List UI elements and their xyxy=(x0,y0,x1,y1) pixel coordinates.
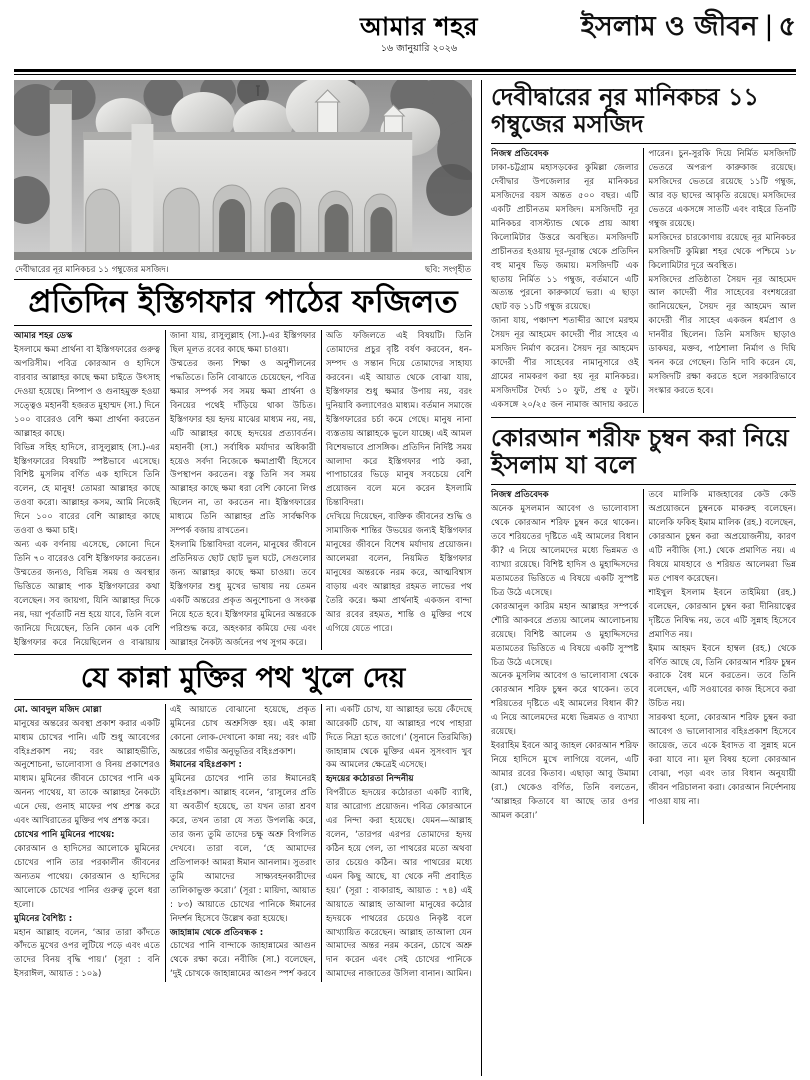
paragraph xyxy=(326,773,472,787)
paragraph: অনেক মুসলমান আবেগ ও ভালোবাসা থেকে কোরআন শরিফ চুম্বন করে থাকেন। তবে শরিয়তের দৃষ্টিতে এই আমলের বিধান কী? এ নিয়ে আলেমদের মধ্যে ভিন্নমত ও ব্যাখ্যা রয়েছে। বিশিষ্ট হাদিস ও মুহাদ্দিসদের মতামতের ভিত্তিতে এ বিষয়ে একটি সুস্পষ্ট চিত্র উঠে এসেছে। xyxy=(491,504,639,598)
paragraph: অতি ফজিলতে এই বিষয়টি। তিনি তোমাদের প্রচুর বৃষ্টি বর্ষণ করবেন, ধন-সম্পদ ও সন্তান দিয়ে তোমাদের সাহায্য করবেন। এই আয়াত থেকে বোঝা যায়, ইস্তিগফার শুধু ক্ষমার উপায় নয়, বরং দুনিয়াবি কল্যাণেরও মাধ্যম। বর্তমান সমাজে ইস্তিগফারের চর্চা কমে গেছে। মানুষ নানা ব্যস্ততায় আল্লাহকে ভুলে যাচ্ছে। এই আমল বিশেষভাবে প্রাসঙ্গিক। প্রতিদিন নির্দিষ্ট সময় আলাদা করে ইস্তিগফার পাঠ করা, পাপাচারের ভিড়ে মানুষ সবচেয়ে বেশি প্রয়োজন বলে মনে করেন ইসলামি চিন্তাবিদরা। xyxy=(326,331,472,509)
mosque-rule xyxy=(491,143,796,144)
headline-istighfar: প্রতিদিন ইস্তিগফার পাঠের ফজিলত xyxy=(28,283,458,320)
article-istighfar-body xyxy=(14,330,472,650)
section-separator: | xyxy=(764,11,774,42)
paragraph: অনেক মুসলিম আবেগ ও ভালোবাসা থেকে কোরআন শরিফ চুম্বন করে থাকেন। তবে শরিয়তের দৃষ্টিতে এই আমলের বিধান কী? এ নিয়ে আলেমদের মধ্যে ভিন্নমত ও ব্যাখ্যা রয়েছে। xyxy=(491,671,639,738)
masthead xyxy=(14,10,796,66)
section-divider-2 xyxy=(491,417,796,418)
page-body xyxy=(14,80,796,1076)
paragraph: চোখের পানি বান্দাকে জাহান্নামের আগুন থেকে রক্ষা করে। নবীজি (সা.) বলেছেন, ‘দুই চোখকে জাহান্নামের আগুন স্পর্শ করবে না। একটি চোখ, যা আল্লাহর ভয়ে কেঁদেছে আরেকটি চোখ, যা আল্লাহর পথে পাহারা দিতে নিদ্রা হতে জাগে।’ (সুনানে তিরমিজি) জাহান্নাম থেকে মুক্তির এমন সুসংবাদ খুব কম আমলের ক্ষেত্রেই এসেছে। xyxy=(170,704,472,980)
paragraph: উম্মতের জন্য শিক্ষা ও অনুশীলনের পদ্ধতিতে। তিনি বোঝাতে চেয়েছেন, পবিত্র ক্ষমার সম্পর্ক সব সময় ক্ষমা প্রার্থনা ও বিনয়ের পথেই দাঁড়িয়ে থাকা উচিত। ইস্তিগফার হয় হৃদয় মাঝের মাধ্যম নয়, নয়, এটি আল্লাহর কাছে হৃদয়ের প্রত্যাবর্তন। মহানবী (সা.) সর্বাধিক মর্যাদার অধিকারী হয়েও সর্বদা নিজেকে ক্ষমাপ্রার্থী হিসেবে উপস্থাপন করতেন। বস্তু তিনি সব সময় আল্লাহর কাছে ক্ষমা ধরা বেশি কোনো লিপ্ত ছিলেন না, তা করতেন না। ইস্তিগফারের মাধ্যমে তিনি আল্লাহর প্রতি সার্বক্ষণিক সম্পর্ক বজায় রাখতেন। xyxy=(170,359,316,537)
subhead-pathey: চোখের পানি মুমিনের পাথেয়: xyxy=(14,830,115,841)
paragraph: বিপরীতে হৃদয়ের কঠোরতা একটি ব্যাধি, যার আরোগ্য প্রয়োজন। পবিত্র কোরআনে এর নিন্দা করা হয়েছে। যেমন—আল্লাহ বলেন, ‘তারপর এরপর তোমাদের হৃদয় কঠিন হয়ে গেল, তা পাথরের মতো অথবা তার চেয়েও কঠিন। আর পাথরের মধ্যে এমন কিছু আছে, যা থেকে নদী প্রবাহিত হয়।’ (সূরা : বাকারাহ, আয়াত : ৭৪) এই আয়াতে আল্লাহ তাআলা মানুষের কঠোর হৃদয়কে পাথরের চেয়েও নিকৃষ্ট বলে আখ্যায়িত করেছেন। আল্লাহ তাআলা যেন আমাদের অন্তর নরম করেন, চোখে অশ্রু দান করেন এবং সেই চোখের পানিকে আমাদের নাজাতের উসিলা বানান। আমিন। xyxy=(326,788,472,980)
paragraph: মসজিদের প্রতিষ্ঠাতা সৈয়দ নূর আহমেদ আল কাদেরী পীর সাহেবের বংশধরেরা জানিয়েছেন, সৈয়দ নূর আহমেদ আল কাদেরী পীর সাহেব একজন ধর্মপ্রাণ ও দানবীর ছিলেন। তিনি মসজিদ ছাড়াও ডাকঘর, মক্তব, পাঠশালা নির্মাণ ও দিঘি খনন করে গেছেন। তিনি দাবি করেন যে, মসজিদটি রক্ষা করতে হলে সরকারিভাবে সংস্কার করতে হবে। xyxy=(648,274,796,396)
mosque-photo-block xyxy=(14,80,472,280)
article-crying-body xyxy=(14,704,472,982)
paragraph: এই আয়াতে বোঝানো হয়েছে, প্রকৃত মুমিনের চোখ অশ্রুসিক্ত হয়। এই কান্না কোনো লোক-দেখানো কান্না নয়; বরং এটি অন্তরের গভীর অনুভূতির বহিঃপ্রকাশ। xyxy=(170,704,316,757)
masthead-rule-thick xyxy=(14,69,796,72)
photo-caption: দেবীদ্বারের নূর মানিকচর ১১ গম্বুজের মসজিদ। xyxy=(15,264,169,275)
paragraph: জানা যায়, পঞ্চাদশ শতাব্দীর আগে মরহুম সৈয়দ নূর আহমেদ কাদেরী পীর সাহেব এ মসজিদ নির্মাণ করেন। সৈয়দ নূর আহমেদ কাদেরী পীর সাহেবের নামানুসারে ওই গ্রামের নামকরণ করা হয় নূর মানিকচর। মসজিদটির দৈর্ঘ্য ১০ ফুট, প্রস্থ ৫ ফুট। একসঙ্গে ২০/২৫ জন নামাজ আদায় করতে পারেন। চুন-সুরকি দিয়ে নির্মিত মসজিদটি ভেতরে অপরূপ কারুকাজ রয়েছে। মসজিদের ভেতরে রয়েছে ১১টি গম্বুজ, আর বড় ছাদের আকৃতি রয়েছে। মসজিদের ভেতরে একসঙ্গে সাতটি এবং বাইরে তিনটি গম্বুজ রয়েছে। xyxy=(491,149,796,410)
article-quran-kiss-body xyxy=(491,489,796,823)
paragraph: দেখিয়ে দিয়েছেন, ব্যক্তিক জীবনের শুদ্ধি ও সামাজিক শান্তির উভয়ের জন্যই ইস্তিগফার মানুষের জীবনে বিশেষ মর্যাদায় প্রয়োজন। আলেমরা বলেন, নিয়মিত ইস্তিগফার মানুষের অন্তরকে নরম করে, আত্মবিশ্বাস বাড়ায় এবং আল্লাহর রহমত লাভের পথ তৈরি করে। ক্ষমা প্রার্থনাই একজন বান্দা আর রবের রহমত, শান্তি ও মুক্তির পথে এগিয়ে যেতে পারে। xyxy=(326,512,472,634)
headline-mosque: দেবীদ্বারের নূর মানিকচর ১১ গম্বুজের মসজিদ xyxy=(491,82,760,138)
byline-mosque: নিজস্ব প্রতিবেদক xyxy=(491,149,549,160)
section-divider-1 xyxy=(14,654,472,655)
photo-credit: ছবি: সংগৃহীত xyxy=(425,264,471,275)
paragraph xyxy=(170,927,316,941)
paragraph xyxy=(170,759,316,773)
section-title-label: ইসলাম ও জীবন xyxy=(580,11,758,42)
paragraph: ইবরাহিম ইবনে আবু জাহল কোরআন শরিফ নিয়ে হাদিসে মুখে লাগিয়ে বলেন, এটি আমার রবের কিতাব। এছাড়া আবু উমামা (রা.) থেকেও বর্ণিত, তিনি বলতেন, ‘আল্লাহর কিতাবে যা আছে তার ওপর আমল করো।’ xyxy=(491,741,639,821)
paragraph: মানুষের অন্তরের অবস্থা প্রকাশ করার একটি মাধ্যম চোখের পানি। এটি শুধু আবেগের বহিঃপ্রকাশ নয়; বরং আল্লাহভীতি, অনুশোচনা, ভালোবাসা ও বিনয় প্রকাশেরও মাধ্যম। মুমিনের জীবনে চোখের পানি এক অনন্য পাথেয়, যা তাকে আল্লাহর নৈকট্যে এনে দেয়, গুনাহ মাফের পথ প্রশস্ত করে এবং আখিরাতের মুক্তির পথ প্রশস্ত করে। xyxy=(14,718,160,827)
istighfar-rule xyxy=(14,325,472,326)
paragraph: সারকথা হলো, কোরআন শরিফ চুম্বন করা আবেগ ও ভালোবাসার বহিঃপ্রকাশ হিসেবে জায়েজ, তবে একে ইবাদত বা সুন্নাহ মনে করা যাবে না। মূল বিষয় হলো কোরআন বোঝা, পড়া এবং তার বিধান অনুযায়ী জীবন পরিচালনা করা। কোরআন নির্দেশনায় পাওয়া যায় না। xyxy=(648,713,796,807)
paragraph: মহান আল্লাহ বলেন, ‘আর তারা কাঁদতে কাঁদতে মুখের ওপর লুটিয়ে পড়ে এবং এতে তাদের বিনয় বৃদ্ধি পায়।’ (সূরা : বনি ইসরাঈল, আয়াত : ১০৯) xyxy=(14,927,160,980)
byline-quran-kiss: নিজস্ব প্রতিবেদক xyxy=(491,490,549,501)
photo-caption-row xyxy=(14,260,472,280)
paragraph: বিভিন্ন সহিহ হাদিসে, রাসুলুল্লাহ (সা.)-এর ইস্তিগফারের বিষয়টি স্পষ্টভাবে এসেছে। বিশিষ্ট মুসলিম বর্ণিত এক হাদিসে তিনি বলেন, হে মানুষ! তোমরা আল্লাহর কাছে তওবা করো। আল্লাহর কসম, আমি নিজেই দিনে ১০০ বারের বেশি আল্লাহর কাছে তওবা ও ক্ষমা চাই। xyxy=(14,442,160,537)
page-number: ৫ xyxy=(778,11,796,42)
paragraph: ইসলামি চিন্তাবিদরা বলেন, মানুষের জীবনে প্রতিনিয়ত ছোট ছোট ভুল ঘটে, সেগুলোর জন্য আল্লাহর কাছে ক্ষমা চাওয়া। তবে ইস্তিগফার শুধু মুখের ভাষায় নয় তেমন একটি অন্তরের প্রকৃত অনুশোচনা ও সংকল্প নিয়ে হতে হবে। ইস্তিগফার মুমিনের অন্তরকে পরিশুদ্ধ করে, অহংকার কমিয়ে দেয় এবং আল্লাহর নৈকট্য অর্জনের পথ সুগম করে। xyxy=(170,540,316,648)
article-mosque-body xyxy=(491,148,796,413)
paragraph: তবে মালিকি মাজহাবের কেউ কেউ অপ্রয়োজনে চুম্বনকে মাকরুহ বলেছেন। মালেকি ফকিহ ইমাম মালিক (রহ.) বলেছেন, কোরআন চুম্বন করা অপ্রয়োজনীয়, কারণ এটি নবীজি (সা.) থেকে প্রমাণিত নয়। এ বিষয়ে মাযহাবে ও শরিয়ত আলেমরা ভিন্ন মত পোষণ করেছেন। xyxy=(648,490,796,584)
left-column-block xyxy=(14,80,482,1076)
masthead-center xyxy=(304,14,534,57)
mosque-photo xyxy=(14,80,472,260)
right-column-block xyxy=(482,80,796,1076)
paragraph: শাইখুল ইসলাম ইবনে তাইমিয়া (রহ.) বলেছেন, কোরআন চুম্বন করা দীনিয়াত্বের দৃষ্টিতে নিষিদ্ধ নয়, তবে এটি সুন্নাহ হিসেবে প্রমাণিত নয়। xyxy=(648,587,796,640)
paragraph: ঢাকা-চট্টগ্রাম মহাসড়কের কুমিল্লা জেলার দেবীদ্বার উপজেলার নূর মানিকচর মসজিদের বয়স অন্তত ৫০০ বছর। এটি একটি প্রাচীনতম মসজিদ। মসজিদটি নূর মানিকচর বাসস্ট্যান্ড থেকে প্রায় আধা কিলোমিটার উত্তরে অবস্থিত। মসজিদটি প্রাচীনতর হওয়ায় দূর-দূরান্ত থেকে প্রতিদিন বহু মানুষ ভিড় জমায়। মসজিদটি এক ছাতায় নির্মিত ১১ গম্বুজ, বর্তমানে এটি অত্যন্ত পুরনো কারুকার্যে ভরা। এ ছাড়া ছোট বড় ১১টি গম্বুজ রয়েছে। xyxy=(491,163,639,313)
paragraph: মসজিদের চারকোণায় রয়েছে নূর মানিকচর মসজিদটি কুমিল্লা শহর থেকে পশ্চিমে ১৮ কিলোমিটার দূরে অবস্থিত। xyxy=(648,232,796,271)
paragraph: অন্য এক বর্ণনায় এসেছে, কোনো দিনে তিনি ৭০ বারেরও বেশি ইস্তিগফার করতেন। উম্মতের জন্যও, বিভিন্ন সময় ও অবস্থার ভিত্তিতে আল্লাহ পাক ইস্তিগফারের কথা বলেছেন। সব জায়গা, যিনি আল্লাহর দিকে নয়, দয়া পূর্বতাটি নম্র হয়ে যাবে, তিনি বলে জানিয়ে দিয়েছেন, তিনি কোন এক বেশি ইস্তিগফার করে নিয়েছিলেন ও বাঝায়ায় জানা যায়, রাসুলুল্লাহ (সা.)-এর ইস্তিগফার ছিল মূলত রবের কাছে ক্ষমা চাওয়া। xyxy=(14,331,316,648)
paragraph: কোরআনুল কারিম মহান আল্লাহর সম্পর্কে শৌরি আকবরে প্রত্যয় আলেম আলোচনায় রয়েছে। বিশিষ্ট আলেম ও মুহাদ্দিসদের মতামতের ভিত্তিতে এ বিষয়ে একটি সুস্পষ্ট চিত্র উঠে এসেছে। xyxy=(491,601,639,668)
headline-quran-kiss: কোরআন শরীফ চুম্বন করা নিয়ে ইসলাম যা বলে xyxy=(491,423,789,480)
paper-name: আমার শহর xyxy=(360,12,478,41)
masthead-rule-thin xyxy=(14,74,796,75)
subhead-iman: ঈমানের বহিঃপ্রকাশ : xyxy=(170,760,242,771)
byline-istighfar: আমার শহর ডেস্ক xyxy=(14,331,73,342)
paragraph: মুমিনের চোখের পানি তার ঈমানেরই বহিঃপ্রকাশ। আল্লাহ বলেন, ‘রাসুলের প্রতি যা অবতীর্ণ হয়েছে, তা যখন তারা শ্রবণ করে, তখন তারা যে সত্য উপলব্ধি করে, তার জন্য তুমি তাদের চক্ষু অশ্রু বিগলিত দেখবে। তারা বলে, ‘হে আমাদের প্রতিপালক! আমরা ঈমান আনলাম। সুতরাং তুমি আমাদের সাক্ষ্যবহনকারীদের তালিকাভুক্ত করো।’ (সূরা : মায়িদা, আয়াত : ৮৩) আয়াতে চোখের পানিকে ঈমানের নিদর্শন হিসেবে উল্লেখ করা হয়েছে। xyxy=(170,774,316,924)
subhead-jahannam: জাহান্নাম থেকে প্রতিবন্ধক : xyxy=(170,927,264,938)
headline-crying: যে কান্না মুক্তির পথ খুলে দেয় xyxy=(80,661,406,695)
crying-rule xyxy=(14,699,472,700)
byline-crying: মো. আবদুল মজিদ মোল্লা xyxy=(14,704,102,715)
paragraph: কোরআন ও হাদিসের আলোকে মুমিনের চোখের পানি তার পরকালীন জীবনের অন্যতম পাথেয়। কোরআন ও হাদিসের আলোকে চোখের পানির গুরুত্ব তুলে ধরা হলো। xyxy=(14,844,160,910)
paragraph xyxy=(14,913,160,927)
subhead-characteristics: মুমিনের বৈশিষ্ট্য : xyxy=(14,913,73,924)
paragraph: ইমাম আহমদ ইবনে হাম্বল (রহ.) থেকে বর্ণিত আছে যে, তিনি কোরআন শরিফ চুম্বন করাকে বৈধ মনে করতেন। তবে তিনি বলেছেন, এটি সওয়াবের কাজ হিসেবে করা উচিত নয়। xyxy=(648,643,796,710)
publication-date: ১৬ জানুয়ারি ২০২৬ xyxy=(380,43,458,55)
quran-kiss-rule xyxy=(491,484,796,485)
section-title xyxy=(581,12,796,42)
subhead-hardness: হৃদয়ের কঠোরতা নিন্দনীয় xyxy=(326,774,414,785)
paragraph: ইসলামে ক্ষমা প্রার্থনা বা ইস্তিগফারের গুরুত্ব অপরিসীম। পবিত্র কোরআন ও হাদিসে বারবার আল্লাহর কাছে ক্ষমা চাইতে উৎসাহ দেওয়া হয়েছে। নিষ্পাপ ও গুনাহমুক্ত হওয়া সত্ত্বেও মহানবী হজরত মুহাম্মদ (সা.) দিনে ১০০ বারেরও বেশি ক্ষমা প্রার্থনা করতেন আল্লাহর কাছে। xyxy=(14,345,160,439)
paragraph xyxy=(14,829,160,843)
